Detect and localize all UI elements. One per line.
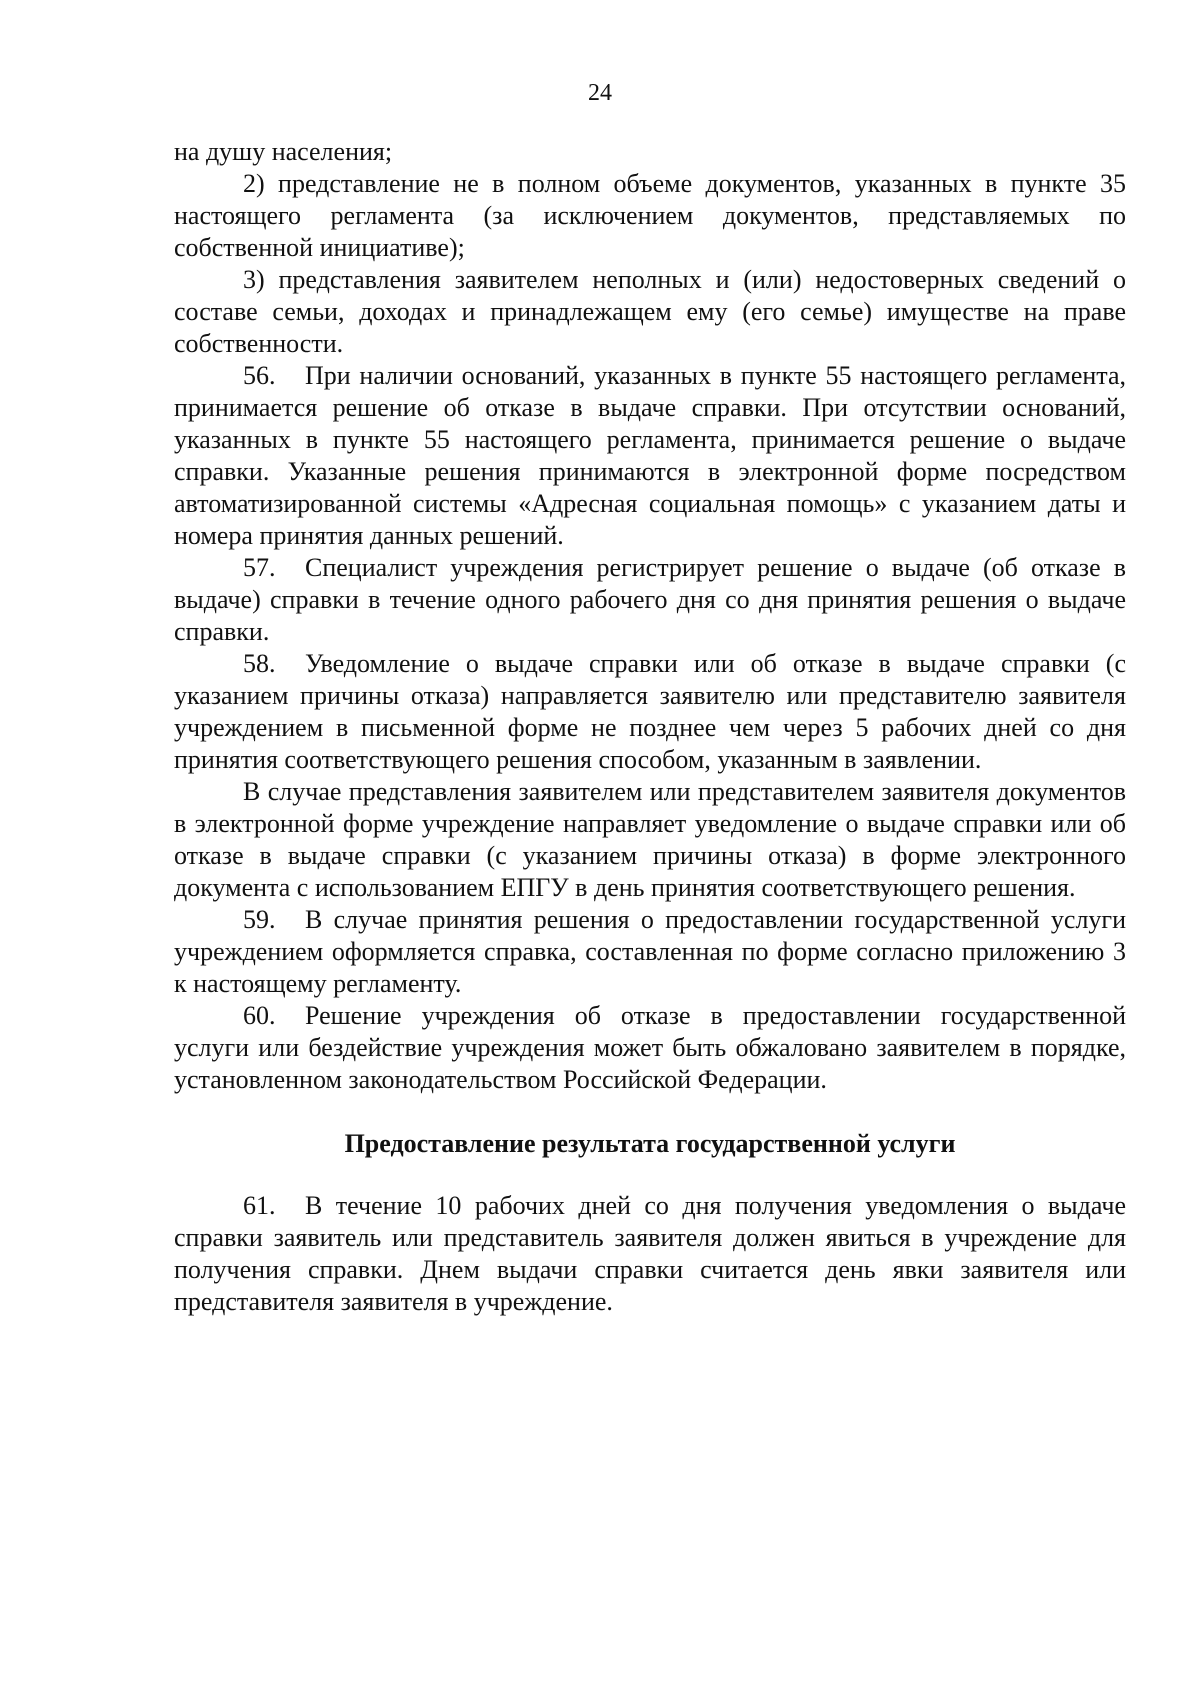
paragraph-continuation: на душу населения; bbox=[174, 137, 393, 166]
clause-number: 60. bbox=[243, 1001, 276, 1030]
clause-58 bbox=[174, 648, 1126, 776]
list-item-2: 2) представление не в полном объеме документов, указанных в пункте 35 настоящего регламента (за исключением документов, представляемых по собственной инициативе); bbox=[174, 169, 1126, 262]
clause-58-continuation: В случае представления заявителем или представителем заявителя документов в электронной форме учреждение направляет уведомление о выдаче справки или об отказе в выдаче справки (с указанием причины отказа) в форме электронного документа с использованием ЕПГУ в день принятия соответствующего решения. bbox=[174, 777, 1126, 902]
clause-60 bbox=[174, 1000, 1126, 1096]
clause-57 bbox=[174, 552, 1126, 648]
clause-text: Уведомление о выдаче справки или об отказе в выдаче справки (с указанием причины отказа) направляется заявителю или представителю заявителя учреждением в письменной форме не позднее чем через 5 рабочих дней со дня принятия соответствующего решения способом, указанным в заявлении. bbox=[174, 649, 1126, 774]
page-number: 24 bbox=[588, 80, 612, 106]
clause-number: 61. bbox=[243, 1191, 276, 1220]
clause-text: При наличии оснований, указанных в пункте 55 настоящего регламента, принимается решение об отказе в выдаче справки. При отсутствии оснований, указанных в пункте 55 настоящего регламента, принимается решение о выдаче справки. Указанные решения принимаются в электронной форме посредством автоматизированной системы «Адресная социальная помощь» с указанием даты и номера принятия данных решений. bbox=[174, 361, 1126, 550]
clause-text: В течение 10 рабочих дней со дня получения уведомления о выдаче справки заявитель или представитель заявителя должен явиться в учреждение для получения справки. Днем выдачи справки считается день явки заявителя или представителя заявителя в учреждение. bbox=[174, 1191, 1126, 1316]
clause-56 bbox=[174, 360, 1126, 552]
clause-text: Специалист учреждения регистрирует решение о выдаче (об отказе в выдаче) справки в течение одного рабочего дня со дня принятия решения о выдаче справки. bbox=[174, 553, 1126, 646]
clause-59 bbox=[174, 904, 1126, 1000]
clause-number: 57. bbox=[243, 553, 276, 582]
clause-number: 56. bbox=[243, 361, 276, 390]
clause-number: 59. bbox=[243, 905, 276, 934]
document-body bbox=[174, 136, 1126, 1318]
clause-61 bbox=[174, 1190, 1126, 1318]
clause-number: 58. bbox=[243, 649, 276, 678]
clause-text: Решение учреждения об отказе в предоставлении государственной услуги или бездействие учреждения может быть обжаловано заявителем в порядке, установленном законодательством Российской Федерации. bbox=[174, 1001, 1126, 1094]
list-item-3: 3) представления заявителем неполных и (или) недостоверных сведений о составе семьи, доходах и принадлежащем ему (его семье) имуществе на праве собственности. bbox=[174, 265, 1126, 358]
clause-text: В случае принятия решения о предоставлении государственной услуги учреждением оформляется справка, составленная по форме согласно приложению 3 к настоящему регламенту. bbox=[174, 905, 1126, 998]
section-heading: Предоставление результата государственной услуги bbox=[344, 1129, 956, 1158]
